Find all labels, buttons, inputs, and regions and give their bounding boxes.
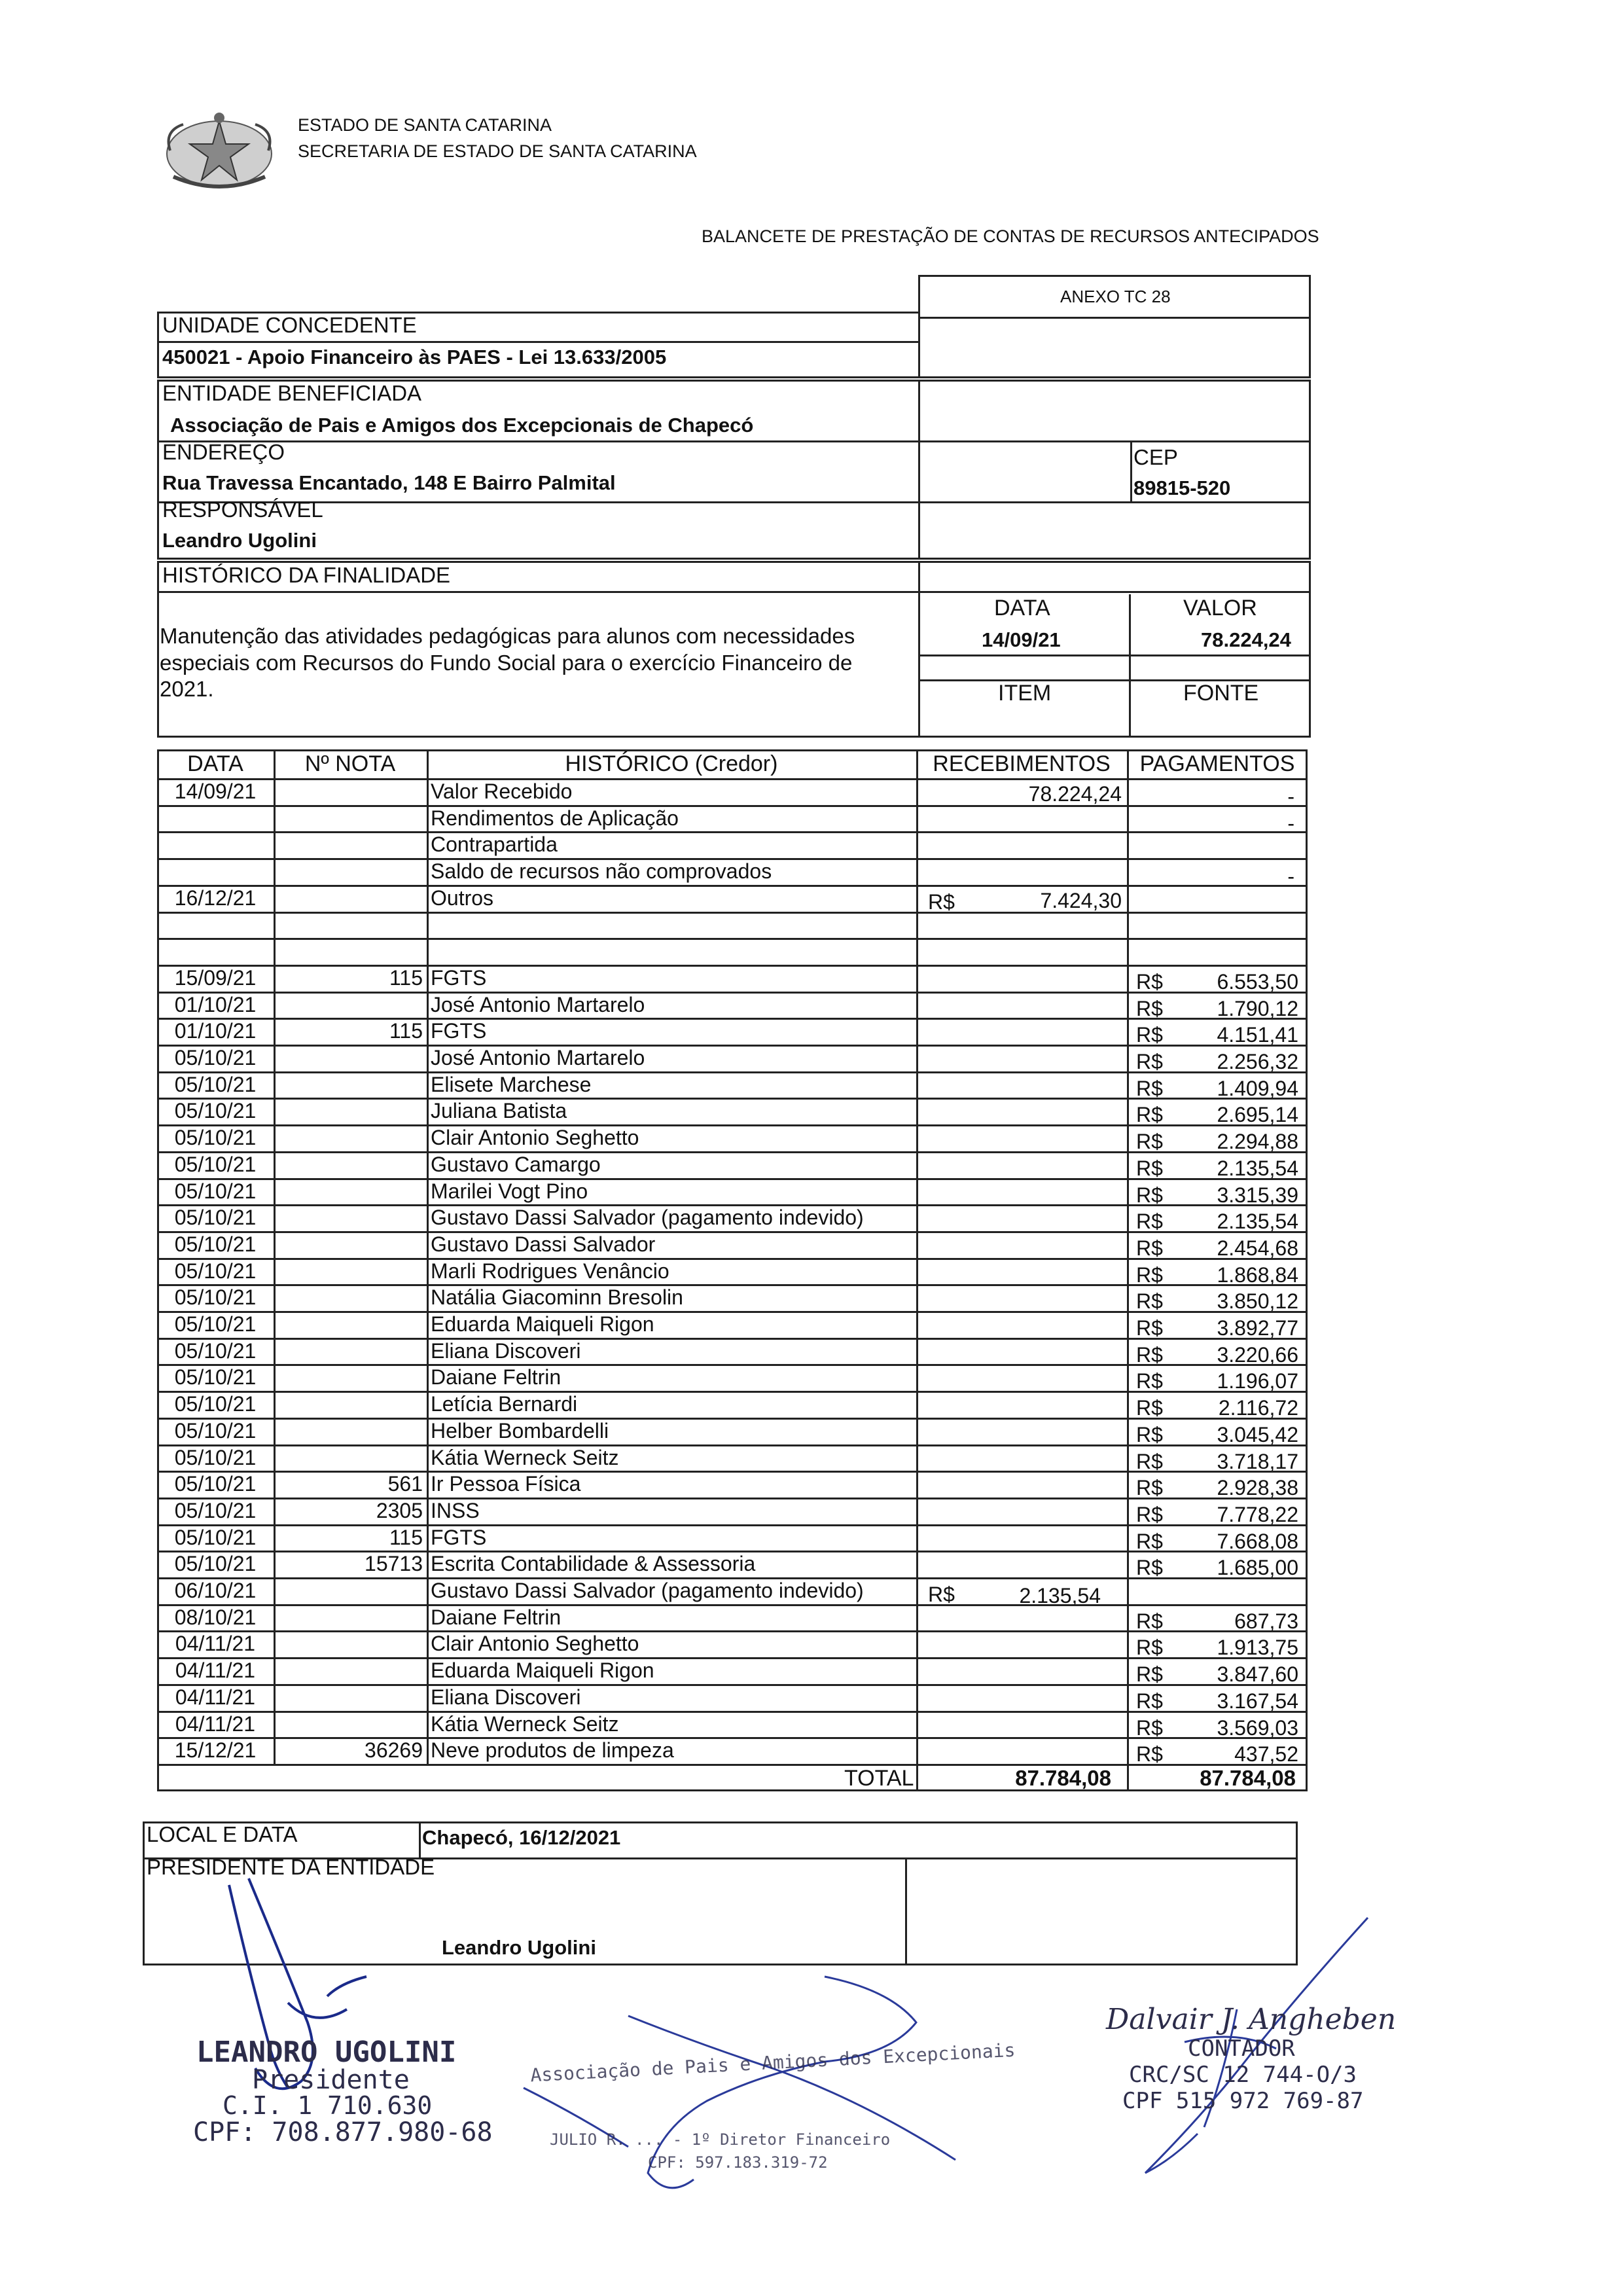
row-payment-amount: 1.868,84 [1217, 1263, 1298, 1287]
responsavel-value: Leandro Ugolini [162, 529, 317, 552]
row-historico: Clair Antonio Seghetto [431, 1632, 639, 1656]
association-signature [497, 1964, 1086, 2212]
row-divider [157, 912, 1308, 914]
row-date: 05/10/21 [174, 1472, 257, 1496]
row-divider [157, 938, 1308, 940]
row-historico: INSS [431, 1498, 480, 1522]
president-stamp-role: Presidente [252, 2065, 410, 2095]
row-payment-currency: R$ [1136, 1076, 1163, 1100]
row-divider [157, 778, 1308, 780]
row-historico: Eliana Discoveri [431, 1338, 581, 1363]
row-historico: Kátia Werneck Seitz [431, 1445, 619, 1469]
row-payment-currency: R$ [1136, 1502, 1163, 1526]
row-date: 05/10/21 [174, 1445, 257, 1469]
row-payment-currency: R$ [1136, 1396, 1163, 1420]
president-stamp-ci: C.I. 1 710.630 [223, 2091, 433, 2120]
row-payment-currency: R$ [1136, 1476, 1163, 1500]
row-divider [157, 1391, 1308, 1393]
row-payment-amount: 2.695,14 [1217, 1103, 1298, 1127]
row-divider [157, 992, 1308, 994]
entidade-label: ENTIDADE BENEFICIADA [162, 381, 422, 405]
row-payment-currency: R$ [1136, 1742, 1163, 1767]
row-divider [157, 1418, 1308, 1420]
row-payment-amount: 3.718,17 [1217, 1449, 1298, 1473]
row-divider [157, 1311, 1308, 1313]
item-label: ITEM [998, 681, 1052, 706]
row-nota: 2305 [376, 1498, 423, 1522]
row-date: 15/09/21 [174, 965, 257, 990]
row-date: 15/12/21 [174, 1738, 257, 1763]
header-nota: Nº NOTA [304, 751, 396, 776]
row-date: 05/10/21 [174, 1498, 257, 1522]
row-historico: Gustavo Dassi Salvador (pagamento indevido) [431, 1206, 864, 1230]
row-payment-currency: R$ [1136, 1342, 1163, 1367]
row-historico: Neve produtos de limpeza [431, 1738, 674, 1763]
unidade-label: UNIDADE CONCEDENTE [162, 313, 417, 337]
column-divider [274, 749, 276, 1764]
row-historico: Eliana Discoveri [431, 1685, 581, 1709]
row-payment-amount: 7.778,22 [1217, 1502, 1298, 1526]
row-historico: Daiane Feltrin [431, 1365, 562, 1390]
row-payment-amount: 3.167,54 [1217, 1689, 1298, 1713]
row-payment-currency: R$ [1136, 1422, 1163, 1446]
header-historico: HISTÓRICO (Credor) [565, 751, 778, 776]
row-date: 05/10/21 [174, 1552, 257, 1576]
entidade-value: Associação de Pais e Amigos dos Excepcionais de Chapecó [170, 414, 754, 437]
row-historico: Eduarda Maiqueli Rigon [431, 1312, 654, 1336]
row-divider [157, 1630, 1308, 1632]
row-historico: FGTS [431, 1019, 487, 1043]
row-payment-amount: 2.294,88 [1217, 1130, 1298, 1154]
row-date: 04/11/21 [175, 1659, 256, 1683]
row-nota: 115 [389, 965, 423, 990]
row-payment-amount: 1.409,94 [1217, 1076, 1298, 1100]
header-pagamentos: PAGAMENTOS [1139, 751, 1295, 776]
local-label: LOCAL E DATA [147, 1822, 298, 1846]
receipt-historico: Outros [431, 886, 494, 910]
accountant-stamp-crc: CRC/SC 12 744-O/3 [1129, 2062, 1357, 2088]
row-payment-currency: R$ [1136, 1556, 1163, 1580]
receipt-historico: Saldo de recursos não comprovados [431, 859, 772, 884]
row-historico: Natália Giacominn Bresolin [431, 1285, 683, 1310]
row-payment-currency: R$ [1136, 1210, 1163, 1234]
row-divider [157, 1364, 1308, 1366]
row-nota: 115 [389, 1019, 423, 1043]
row-payment-currency: R$ [1136, 969, 1163, 994]
receipt-currency: R$ [928, 889, 955, 914]
row-payment-currency: R$ [1136, 1023, 1163, 1047]
row-historico: Elisete Marchese [431, 1072, 592, 1096]
row-date: 05/10/21 [174, 1365, 257, 1390]
row-divider [157, 1604, 1308, 1606]
row-historico: Escrita Contabilidade & Assessoria [431, 1552, 756, 1576]
row-divider [157, 1045, 1308, 1047]
row-payment-amount: 7.668,08 [1217, 1529, 1298, 1553]
row-payment-amount: 3.569,03 [1217, 1715, 1298, 1740]
row-historico: Marli Rodrigues Venâncio [431, 1259, 669, 1283]
row-divider [157, 831, 1308, 833]
row-date: 05/10/21 [174, 1152, 257, 1176]
historico-text-line-2: especiais com Recursos do Fundo Social para o exercício Financeiro de [160, 651, 853, 675]
row-date: 01/10/21 [174, 1019, 257, 1043]
row-payment-currency: R$ [1136, 1130, 1163, 1154]
row-date: 04/11/21 [175, 1685, 256, 1709]
row-payment-currency: R$ [1136, 1263, 1163, 1287]
row-payment-amount: 3.847,60 [1217, 1662, 1298, 1687]
row-date: 05/10/21 [174, 1206, 257, 1230]
receipt-amount: 7.424,30 [1040, 888, 1122, 912]
row-nota: 36269 [365, 1738, 423, 1763]
receipt-amount: 78.224,24 [1028, 782, 1122, 806]
row-payment-amount: 4.151,41 [1217, 1023, 1298, 1047]
row-payment-amount: 2.135,54 [1217, 1210, 1298, 1234]
row-payment-currency: R$ [1136, 1715, 1163, 1740]
row-historico: FGTS [431, 1525, 487, 1549]
receipt-payment: - [1287, 865, 1294, 889]
row-divider [157, 1071, 1308, 1073]
row-payment-amount: 2.135,54 [1217, 1156, 1298, 1180]
cep-value: 89815-520 [1133, 476, 1231, 499]
row-historico: FGTS [431, 965, 487, 990]
receipt-payment: - [1287, 785, 1294, 808]
row-payment-currency: R$ [1136, 996, 1163, 1020]
historico-text-line-1: Manutenção das atividades pedagógicas para alunos com necessidades [160, 624, 855, 648]
row-nota: 561 [387, 1472, 423, 1496]
row-payment-amount: 2.116,72 [1218, 1396, 1298, 1420]
row-payment-amount: 3.220,66 [1217, 1342, 1298, 1367]
row-divider [157, 1124, 1308, 1126]
row-payment-currency: R$ [1136, 1050, 1163, 1073]
row-date: 05/10/21 [174, 1072, 257, 1096]
unidade-value: 450021 - Apoio Financeiro às PAES - Lei 13.633/2005 [162, 346, 667, 368]
row-historico: Juliana Batista [431, 1099, 567, 1123]
row-payment-amount: 2.256,32 [1217, 1050, 1298, 1073]
row-divider [157, 1444, 1308, 1446]
document-title: BALANCETE DE PRESTAÇÃO DE CONTAS DE RECURSOS ANTECIPADOS [702, 226, 1319, 246]
accountant-stamp-name: Dalvair J. Angheben [1106, 2003, 1397, 2036]
president-stamp-name: LEANDRO UGOLINI [196, 2036, 457, 2069]
row-date: 08/10/21 [174, 1605, 257, 1629]
row-receipt-currency: R$ [928, 1583, 955, 1606]
row-historico: José Antonio Martarelo [431, 1046, 645, 1069]
row-payment-amount: 2.454,68 [1217, 1236, 1298, 1260]
receipt-payment: - [1287, 811, 1294, 835]
row-payment-amount: 3.045,42 [1217, 1422, 1298, 1446]
row-payment-currency: R$ [1136, 1449, 1163, 1473]
row-payment-amount: 1.913,75 [1217, 1636, 1298, 1660]
row-payment-currency: R$ [1136, 1103, 1163, 1127]
row-date: 05/10/21 [174, 1525, 257, 1549]
receipt-historico: Rendimentos de Aplicação [431, 806, 679, 830]
data-value: 14/09/21 [982, 628, 1061, 651]
row-date: 05/10/21 [174, 1232, 257, 1256]
row-payment-currency: R$ [1136, 1636, 1163, 1660]
row-date: 05/10/21 [174, 1285, 257, 1310]
valor-value: 78.224,24 [1201, 628, 1291, 651]
row-historico: Ir Pessoa Física [431, 1472, 581, 1496]
row-date: 05/10/21 [174, 1099, 257, 1123]
total-payments: 87.784,08 [1200, 1765, 1296, 1790]
row-payment-amount: 437,52 [1234, 1742, 1298, 1767]
row-receipt-amount: 2.135,54 [1019, 1584, 1101, 1607]
row-divider [157, 1258, 1308, 1260]
row-historico: Gustavo Dassi Salvador [431, 1232, 656, 1256]
row-historico: Eduarda Maiqueli Rigon [431, 1659, 654, 1683]
row-divider [157, 1657, 1308, 1659]
row-nota: 115 [389, 1525, 423, 1549]
row-date: 05/10/21 [174, 1179, 257, 1203]
row-payment-currency: R$ [1136, 1662, 1163, 1687]
row-historico: Letícia Bernardi [431, 1392, 578, 1416]
row-date: 05/10/21 [174, 1418, 257, 1443]
receipt-date: 16/12/21 [174, 886, 257, 910]
row-historico: Clair Antonio Seghetto [431, 1126, 639, 1150]
row-payment-currency: R$ [1136, 1609, 1163, 1633]
data-label: DATA [994, 596, 1050, 620]
row-divider [157, 1684, 1308, 1686]
row-divider [157, 1151, 1308, 1153]
endereco-label: ENDEREÇO [162, 440, 285, 464]
fonte-label: FONTE [1183, 681, 1259, 706]
row-divider [157, 1338, 1308, 1340]
total-receipts: 87.784,08 [1015, 1765, 1111, 1790]
row-divider [157, 1178, 1308, 1180]
row-payment-amount: 1.685,00 [1217, 1556, 1298, 1580]
row-payment-amount: 3.850,12 [1217, 1289, 1298, 1314]
row-divider [157, 885, 1308, 887]
president-stamp-cpf: CPF: 708.877.980-68 [193, 2117, 493, 2147]
row-historico: José Antonio Martarelo [431, 992, 645, 1016]
row-payment-currency: R$ [1136, 1236, 1163, 1260]
row-date: 04/11/21 [175, 1632, 256, 1656]
row-payment-currency: R$ [1136, 1689, 1163, 1713]
secretariat-name: SECRETARIA DE ESTADO DE SANTA CATARINA [298, 141, 697, 161]
cep-label: CEP [1133, 445, 1178, 469]
row-payment-currency: R$ [1136, 1529, 1163, 1553]
row-date: 05/10/21 [174, 1126, 257, 1150]
row-payment-amount: 1.196,07 [1217, 1369, 1298, 1393]
row-historico: Gustavo Dassi Salvador (pagamento indevido) [431, 1579, 864, 1602]
header-data: DATA [187, 751, 243, 776]
row-divider [157, 1231, 1308, 1233]
historico-label: HISTÓRICO DA FINALIDADE [162, 563, 451, 587]
row-historico: Gustavo Camargo [431, 1152, 601, 1176]
local-value: Chapecó, 16/12/2021 [422, 1826, 621, 1849]
row-payment-amount: 2.928,38 [1217, 1476, 1298, 1500]
row-payment-amount: 1.790,12 [1217, 996, 1298, 1020]
association-stamp-cpf: CPF: 597.183.319-72 [648, 2153, 828, 2172]
row-date: 05/10/21 [174, 1312, 257, 1336]
row-payment-amount: 3.892,77 [1217, 1316, 1298, 1340]
receipt-historico: Valor Recebido [431, 780, 573, 803]
row-date: 05/10/21 [174, 1259, 257, 1283]
total-label: TOTAL [844, 1765, 914, 1791]
row-payment-amount: 687,73 [1234, 1609, 1298, 1633]
accountant-stamp-role: CONTADOR [1188, 2036, 1295, 2062]
state-name: ESTADO DE SANTA CATARINA [298, 115, 552, 135]
row-date: 05/10/21 [174, 1392, 257, 1416]
receipt-date: 14/09/21 [174, 780, 257, 803]
row-historico: Daiane Feltrin [431, 1605, 562, 1629]
row-date: 04/11/21 [175, 1712, 256, 1736]
association-stamp-signer: JULIO R. ... - 1º Diretor Financeiro [550, 2130, 891, 2149]
valor-label: VALOR [1183, 596, 1257, 620]
row-payment-amount: 3.315,39 [1217, 1183, 1298, 1207]
row-historico: Marilei Vogt Pino [431, 1179, 588, 1203]
row-payment-currency: R$ [1136, 1289, 1163, 1314]
row-date: 05/10/21 [174, 1338, 257, 1363]
row-payment-currency: R$ [1136, 1156, 1163, 1180]
row-divider [157, 805, 1308, 807]
row-nota: 15713 [365, 1552, 423, 1576]
row-historico: Helber Bombardelli [431, 1418, 609, 1443]
column-divider [427, 749, 429, 1764]
historico-text-line-3: 2021. [160, 677, 214, 701]
row-date: 05/10/21 [174, 1046, 257, 1069]
annex-label: ANEXO TC 28 [1060, 287, 1171, 306]
row-divider [157, 1284, 1308, 1286]
header-recebimentos: RECEBIMENTOS [933, 751, 1111, 776]
responsavel-label: RESPONSÁVEL [162, 497, 323, 522]
row-payment-currency: R$ [1136, 1316, 1163, 1340]
receipt-historico: Contrapartida [431, 833, 558, 857]
president-name: Leandro Ugolini [442, 1936, 596, 1959]
row-divider [157, 1098, 1308, 1100]
row-divider [157, 1711, 1308, 1713]
row-payment-currency: R$ [1136, 1369, 1163, 1393]
accountant-stamp-cpf: CPF 515 972 769-87 [1122, 2088, 1364, 2114]
row-date: 01/10/21 [174, 992, 257, 1016]
row-historico: Kátia Werneck Seitz [431, 1712, 619, 1736]
endereco-value: Rua Travessa Encantado, 148 E Bairro Palmital [162, 471, 616, 494]
president-label: PRESIDENTE DA ENTIDADE [147, 1855, 435, 1879]
association-stamp-name: Associação de Pais e Amigos dos Excepcionais [529, 2039, 1016, 2087]
row-payment-currency: R$ [1136, 1183, 1163, 1207]
row-date: 06/10/21 [174, 1579, 257, 1602]
row-payment-amount: 6.553,50 [1217, 969, 1298, 994]
